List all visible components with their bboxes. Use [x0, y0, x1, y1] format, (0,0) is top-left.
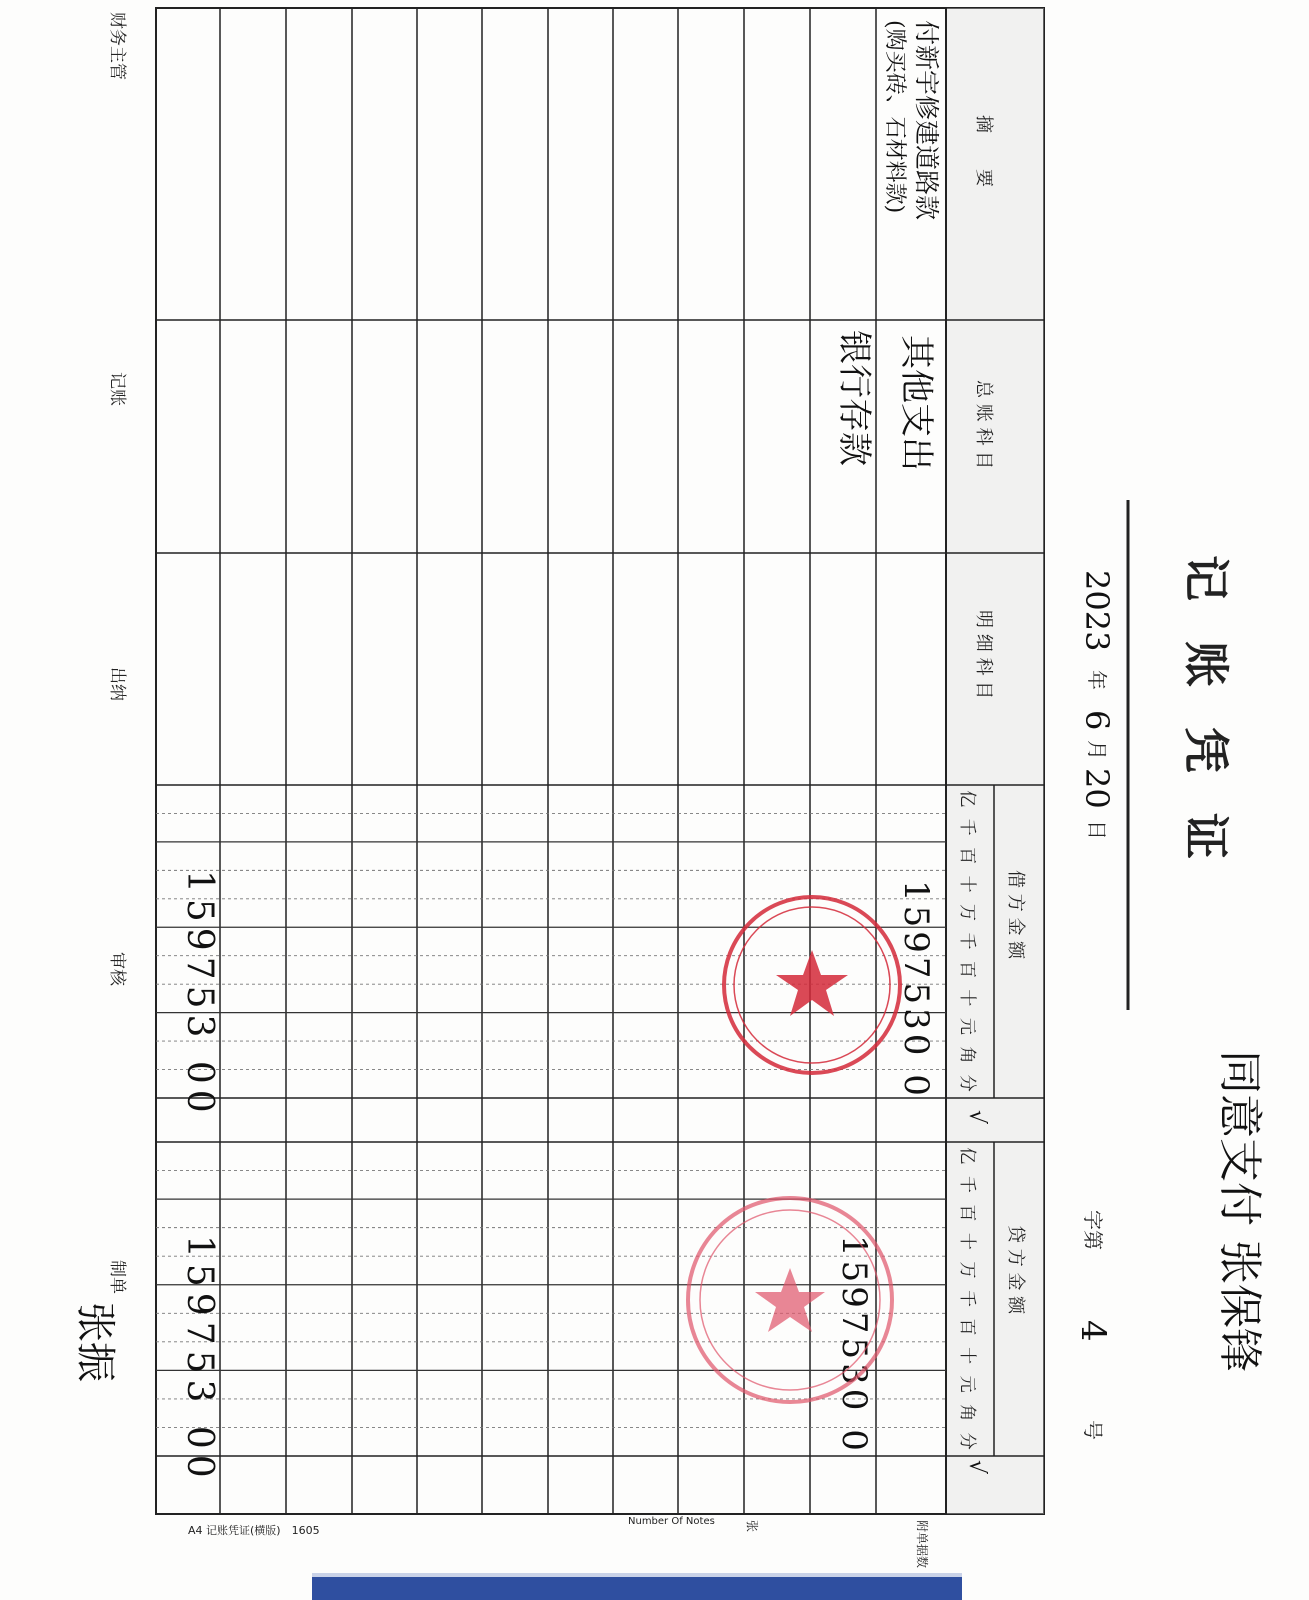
debit-digit-unit: 分: [957, 1074, 977, 1092]
date-day: 20: [1078, 768, 1116, 809]
debit-digit-unit: 十: [957, 989, 977, 1007]
amount-digit-grid: [156, 813, 946, 1427]
header-detail-subject: 明 细 科 目: [973, 610, 994, 700]
total-credit-amount: 159753 00: [179, 1235, 220, 1484]
credit-digit-unit: 元: [957, 1375, 977, 1393]
header-credit-amount: 贷 方 金 额: [1005, 1225, 1026, 1315]
entry1-general-ledger: 其他支出: [896, 335, 936, 471]
debit-digit-unit: 百: [957, 960, 977, 978]
header-general-ledger: 总 账 科 目: [973, 380, 994, 470]
voucher-word: 字第: [1081, 1210, 1105, 1250]
credit-check-mark: √: [964, 1460, 989, 1475]
role-preparer: 制单: [107, 1260, 127, 1294]
credit-digit-unit: 百: [957, 1318, 977, 1336]
entry1-summary-line2: (购买砖、石材料款): [882, 20, 907, 214]
debit-digit-unit: 千: [957, 818, 977, 836]
voucher-title: 记 账 凭 证: [1179, 555, 1233, 872]
entry1-debit-amount: 1597530 0: [896, 880, 936, 1100]
attachments-label: 附单据数: [915, 1520, 929, 1569]
credit-digit-unit: 十: [957, 1347, 977, 1365]
credit-digit-unit: 分: [957, 1432, 977, 1450]
entry2-credit-amount: 1597530 0: [834, 1235, 874, 1455]
debit-digit-unit: 亿: [957, 790, 977, 808]
role-bookkeeper: 记账: [107, 372, 127, 406]
credit-digit-unit: 十: [957, 1232, 977, 1250]
total-debit-amount: 159753 00: [179, 870, 220, 1119]
credit-digit-unit: 亿: [957, 1147, 977, 1165]
debit-digit-unit: 千: [957, 932, 977, 950]
credit-digit-unit: 千: [957, 1290, 977, 1307]
credit-digit-unit: 角: [957, 1404, 977, 1422]
credit-digit-unit: 百: [957, 1204, 977, 1222]
role-reviewer: 审核: [107, 952, 127, 986]
accounting-agency-seal: [724, 897, 900, 1073]
header-summary: 摘 要: [973, 115, 994, 187]
debit-digit-unit: 百: [957, 847, 977, 865]
date-year: 2023: [1078, 570, 1116, 652]
attachments-unit: 张: [745, 1520, 759, 1533]
form-code: A4 记账凭证(横版) 1605: [188, 1524, 320, 1537]
credit-digit-unit: 千: [957, 1175, 977, 1193]
preparer-signature: 张振: [72, 1302, 118, 1382]
voucher-number-unit: 号: [1081, 1420, 1105, 1440]
binding-strip: [312, 1573, 962, 1600]
role-supervisor: 财务主管: [107, 12, 127, 80]
debit-digit-unit: 十: [957, 875, 977, 893]
debit-digit-unit: 角: [957, 1046, 977, 1064]
debit-digit-unit: 万: [957, 904, 977, 922]
entry1-summary-line1: 付新宇修建道路款: [912, 20, 941, 221]
voucher-number: 4: [1073, 1320, 1113, 1342]
role-cashier: 出纳: [107, 667, 127, 701]
entry2-general-ledger: 银行存款: [834, 330, 874, 466]
voucher-table-border: [156, 8, 1044, 1514]
date-month: 6: [1078, 710, 1116, 731]
approval-signature: 同意支付 张保锋: [1214, 1050, 1265, 1372]
header-debit-amount: 借 方 金 额: [1005, 870, 1026, 960]
debit-digit-unit: 元: [957, 1017, 977, 1035]
number-of-notes-label: Number Of Notes: [628, 1516, 715, 1527]
credit-digit-unit: 万: [957, 1261, 977, 1279]
debit-check-mark: √: [964, 1110, 989, 1125]
date-day-unit: 日: [1085, 820, 1109, 840]
date-year-unit: 年: [1085, 670, 1109, 690]
date-month-unit: 月: [1085, 740, 1109, 760]
